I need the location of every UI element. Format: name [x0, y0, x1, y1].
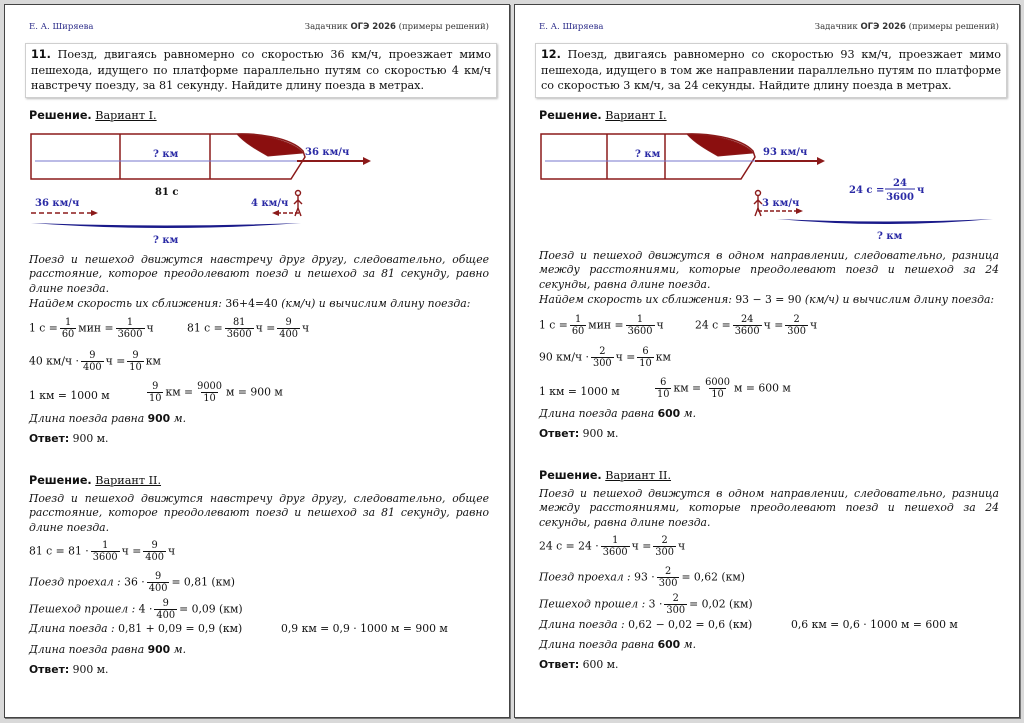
denominator: 60 — [61, 329, 75, 340]
numerator: 9 — [151, 540, 158, 551]
solution-label: Решение. — [539, 109, 602, 122]
train-speed-label: 93 км/ч — [763, 147, 808, 158]
denominator: 10 — [711, 389, 724, 400]
speed-text-end: (км/ч) и вычислим длину поезда: — [801, 293, 995, 306]
equation-distance — [539, 346, 671, 369]
eq-label: Пешеход прошел : — [539, 597, 646, 611]
time-label: 24 с = — [849, 185, 885, 196]
equation-seconds — [539, 314, 664, 337]
equation-24s — [695, 314, 817, 337]
task-number: 11. — [31, 48, 51, 61]
fraction — [91, 540, 120, 563]
result-text: Длина поезда равна — [539, 407, 658, 420]
fraction — [591, 346, 614, 369]
explanation-paragraph-2: Поезд и пешеход движутся в одном направлении, следовательно, разница между расстояниями, которые преодолевают поезд и пешеход за 24 секунды, равна длине поезда. — [539, 487, 999, 529]
eq-text: км = — [673, 381, 702, 395]
numerator: 2 — [661, 535, 668, 546]
eq-label: Поезд проехал : — [539, 570, 631, 584]
numerator: 2 — [672, 593, 679, 604]
eq-text: мин = — [78, 321, 114, 335]
eq-text: ч = — [105, 354, 126, 368]
distance-brace — [777, 219, 993, 224]
numerator: 1 — [64, 317, 72, 328]
eq-text: ч = — [631, 539, 652, 553]
speed-paragraph — [539, 293, 999, 307]
author: Е. А. Ширяева — [539, 22, 604, 32]
numerator: 2 — [599, 346, 606, 357]
result-unit: м. — [680, 407, 697, 420]
book-title-pre: Задачник — [814, 22, 861, 32]
train-length-result — [539, 407, 696, 420]
denominator: 300 — [592, 358, 612, 369]
eq-text: 40 км/ч · — [29, 354, 79, 368]
eq-text: ч — [678, 539, 686, 553]
equation-81s — [187, 317, 309, 340]
numerator: 1 — [636, 314, 644, 325]
eq-text: 1 с = — [29, 321, 58, 335]
train-speed-label: 36 км/ч — [305, 147, 350, 158]
denominator: 3600 — [92, 552, 118, 563]
book-title-pre: Задачник — [304, 22, 351, 32]
train-length-result-2 — [29, 643, 186, 656]
denominator: 3600 — [734, 326, 760, 337]
denominator: 10 — [203, 393, 216, 404]
numerator: 9 — [152, 381, 159, 392]
train-length-result-2 — [539, 638, 696, 651]
denominator: 10 — [657, 389, 670, 400]
answer-value: 600 м. — [579, 658, 619, 671]
answer-label: Ответ: — [539, 427, 580, 440]
numerator: 24 — [740, 314, 754, 325]
explanation-paragraph-2: Поезд и пешеход движутся навстречу друг другу, следовательно, общее расстояние, которое преодолевают поезд и пешеход за 81 секунду, равно длине поезда. — [29, 492, 489, 534]
result-text: Длина поезда равна — [539, 638, 658, 651]
book-title-bold: ОГЭ 2026 — [860, 22, 906, 32]
denominator: 3600 — [117, 329, 143, 340]
solution-heading-2 — [29, 474, 161, 487]
distance-label: ? км — [877, 231, 903, 242]
result-value: 900 — [147, 643, 171, 656]
equation-train-path — [29, 571, 235, 594]
equation-length — [539, 618, 752, 631]
speed-sum: 36+4=40 — [225, 297, 278, 310]
numerator: 1 — [102, 540, 109, 551]
numerator: 2 — [793, 314, 800, 325]
fraction — [81, 350, 104, 373]
variant-label: Вариант II. — [605, 469, 672, 482]
fraction — [143, 540, 166, 563]
numerator: 6 — [642, 346, 649, 357]
solution-label: Решение. — [539, 469, 602, 482]
numerator: 9 — [132, 350, 139, 361]
speed-text: Найдем скорость их сближения: — [29, 297, 226, 310]
eq-text: ч = — [615, 350, 636, 364]
fraction — [657, 566, 680, 589]
fraction — [195, 381, 224, 404]
fraction — [655, 377, 671, 400]
answer-value: 900 м. — [69, 432, 109, 445]
eq-text: 24 с = — [695, 318, 731, 332]
eq-label: Пешеход прошел : — [29, 602, 136, 616]
fraction — [637, 346, 653, 369]
fraction — [225, 317, 254, 340]
denominator: 300 — [666, 605, 686, 616]
eq-text: ч = — [255, 321, 276, 335]
equation-81s-v2 — [29, 540, 175, 563]
equation-train-path — [539, 566, 745, 589]
fraction — [733, 314, 762, 337]
fraction — [653, 535, 676, 558]
fraction — [116, 317, 145, 340]
eq-text: ч — [146, 321, 154, 335]
pedestrian-speed-label: 4 км/ч — [251, 198, 289, 209]
eq-text: ч — [656, 318, 664, 332]
eq-text: 24 с = 24 · — [539, 539, 599, 553]
fraction — [785, 314, 808, 337]
fraction — [570, 314, 586, 337]
denominator: 400 — [82, 362, 102, 373]
denominator: 3600 — [602, 547, 628, 558]
eq-text: = 0,09 (км) — [179, 602, 243, 616]
eq-text: ч — [301, 321, 310, 335]
equation-seconds — [29, 317, 154, 340]
result-unit: м. — [170, 643, 187, 656]
time-unit: ч — [917, 185, 925, 196]
numerator: 81 — [232, 317, 246, 328]
fraction — [277, 317, 300, 340]
result-unit: м. — [680, 638, 697, 651]
train-diagram — [515, 5, 1019, 255]
eq-text: ч — [168, 544, 176, 558]
eq-text: = 0,62 (км) — [681, 570, 745, 584]
numerator: 2 — [664, 566, 672, 577]
fraction — [60, 317, 76, 340]
answer-label: Ответ: — [29, 432, 70, 445]
numerator: 6 — [660, 377, 667, 388]
speed-text: Найдем скорость их сближения: — [539, 293, 736, 306]
denominator: 400 — [148, 583, 168, 594]
time-numerator: 24 — [893, 178, 907, 189]
result-value: 900 — [147, 412, 171, 425]
eq-text: ч = — [763, 318, 784, 332]
eq-text: км — [145, 354, 161, 368]
fraction — [626, 314, 655, 337]
denominator: 60 — [571, 326, 585, 337]
eq-text: м = 600 м — [734, 381, 791, 395]
equation-24s-v2 — [539, 535, 685, 558]
task-text: Поезд, двигаясь равномерно со скоростью 93 км/ч, проезжает мимо пешехода, идущего в том же направлении параллельно путям по платформе со скоростью 3 км/ч, за 24 секунды. Найдите длину поезда в метрах. — [541, 48, 1001, 92]
train-length-result — [29, 412, 186, 425]
fraction — [147, 571, 170, 594]
eq-label: Поезд проехал : — [29, 575, 121, 589]
equation-km-m: 1 км = 1000 м — [29, 389, 110, 402]
distance-brace — [31, 223, 301, 228]
equation-meters: 0,9 км = 0,9 · 1000 м = 900 м — [281, 622, 448, 635]
page-right — [514, 4, 1020, 718]
eq-text: км = — [165, 385, 194, 399]
eq-text: 90 км/ч · — [539, 350, 589, 364]
eq-text: 36 · — [124, 575, 145, 589]
eq-text: 0,81 + 0,09 = 0,9 (км) — [118, 622, 243, 635]
eq-text: 4 · — [138, 602, 153, 616]
numerator: 9 — [162, 598, 169, 609]
numerator: 9000 — [197, 381, 223, 392]
eq-text: 3 · — [648, 597, 663, 611]
book-title-post: (примеры решений) — [395, 22, 489, 32]
eq-text: 81 с = 81 · — [29, 544, 89, 558]
denominator: 3600 — [226, 329, 252, 340]
speed-diff: 93 − 3 = 90 — [735, 293, 802, 306]
fraction — [154, 598, 177, 621]
page-left — [4, 4, 510, 718]
explanation-paragraph: Поезд и пешеход движутся навстречу друг другу, следовательно, общее расстояние, которое преодолевают поезд и пешеход за 81 секунду, равно длине поезда. — [29, 253, 489, 295]
denominator: 300 — [787, 326, 806, 337]
time-denominator: 3600 — [886, 192, 914, 203]
fraction — [127, 350, 143, 373]
eq-text: 93 · — [634, 570, 655, 584]
book-title-post: (примеры решений) — [905, 22, 999, 32]
eq-label: Длина поезда : — [539, 618, 625, 631]
denominator: 300 — [655, 547, 674, 558]
eq-text: км — [655, 350, 671, 364]
left-speed-label: 36 км/ч — [35, 198, 80, 209]
solution-label: Решение. — [29, 474, 92, 487]
answer — [29, 432, 108, 445]
train-length-label: ? км — [153, 149, 179, 160]
result-value: 600 — [657, 638, 681, 651]
variant-label: Вариант II. — [95, 474, 162, 487]
eq-text: 81 с = — [187, 321, 223, 335]
denominator: 10 — [149, 393, 162, 404]
eq-text: мин = — [588, 318, 624, 332]
eq-text: ч = — [121, 544, 142, 558]
equation-meters: 0,6 км = 0,6 · 1000 м = 600 м — [791, 618, 958, 631]
answer-2 — [539, 658, 618, 671]
result-value: 600 — [657, 407, 681, 420]
variant-label: Вариант I. — [95, 109, 157, 122]
eq-text: ч — [809, 318, 818, 332]
numerator: 6000 — [705, 377, 731, 388]
result-text: Длина поезда равна — [29, 412, 148, 425]
pedestrian-icon — [754, 191, 762, 217]
eq-text: м = 900 м — [226, 385, 283, 399]
numerator: 9 — [154, 571, 162, 582]
numerator: 1 — [612, 535, 619, 546]
fraction — [147, 381, 163, 404]
solution-heading-2 — [539, 469, 671, 482]
result-text: Длина поезда равна — [29, 643, 148, 656]
result-unit: м. — [170, 412, 187, 425]
book-title-bold: ОГЭ 2026 — [350, 22, 396, 32]
denominator: 10 — [129, 362, 142, 373]
solution-label: Решение. — [29, 109, 92, 122]
equation-pedestrian-path — [539, 593, 753, 616]
explanation-paragraph: Поезд и пешеход движутся в одном направлении, следовательно, разница между расстояниями, которые преодолевают поезд и пешеход за 24 секунды, равна длине поезда. — [539, 249, 999, 291]
variant-label: Вариант I. — [605, 109, 667, 122]
fraction — [664, 593, 687, 616]
numerator: 9 — [285, 317, 292, 328]
equation-convert — [145, 381, 283, 404]
eq-text: 0,62 − 0,02 = 0,6 (км) — [628, 618, 753, 631]
train-diagram — [5, 5, 509, 255]
equation-length — [29, 622, 242, 635]
pedestrian-speed-label: 3 км/ч — [762, 198, 800, 209]
fraction — [601, 535, 630, 558]
task-text: Поезд, двигаясь равномерно со скоростью 36 км/ч, проезжает мимо пешехода, идущего по платформе параллельно путям со скоростью 4 км/ч навстречу поезду, за 81 секунду. Найдите длину поезда в метрах. — [31, 48, 491, 92]
answer-2 — [29, 663, 108, 676]
distance-label: ? км — [153, 235, 179, 246]
speed-text-end: (км/ч) и вычислим длину поезда: — [277, 297, 471, 310]
equation-convert — [653, 377, 791, 400]
equation-distance — [29, 350, 161, 373]
denominator: 400 — [279, 329, 298, 340]
time-label: 81 с — [155, 187, 179, 198]
numerator: 1 — [126, 317, 134, 328]
denominator: 3600 — [627, 326, 653, 337]
answer-label: Ответ: — [539, 658, 580, 671]
equation-km-m: 1 км = 1000 м — [539, 385, 620, 398]
answer-value: 900 м. — [579, 427, 619, 440]
equation-pedestrian-path — [29, 598, 243, 621]
answer-value: 900 м. — [69, 663, 109, 676]
denominator: 400 — [145, 552, 164, 563]
pedestrian-icon — [294, 191, 302, 217]
fraction — [703, 377, 732, 400]
speed-paragraph — [29, 297, 489, 311]
answer-label: Ответ: — [29, 663, 70, 676]
denominator: 400 — [156, 610, 176, 621]
denominator: 300 — [658, 578, 678, 589]
task-number: 12. — [541, 48, 561, 61]
eq-text: = 0,81 (км) — [171, 575, 235, 589]
eq-text: 1 с = — [539, 318, 568, 332]
author: Е. А. Ширяева — [29, 22, 94, 32]
eq-label: Длина поезда : — [29, 622, 115, 635]
train-length-label: ? км — [635, 149, 661, 160]
answer — [539, 427, 618, 440]
denominator: 10 — [639, 358, 652, 369]
numerator: 9 — [89, 350, 96, 361]
eq-text: = 0,02 (км) — [689, 597, 753, 611]
numerator: 1 — [574, 314, 582, 325]
